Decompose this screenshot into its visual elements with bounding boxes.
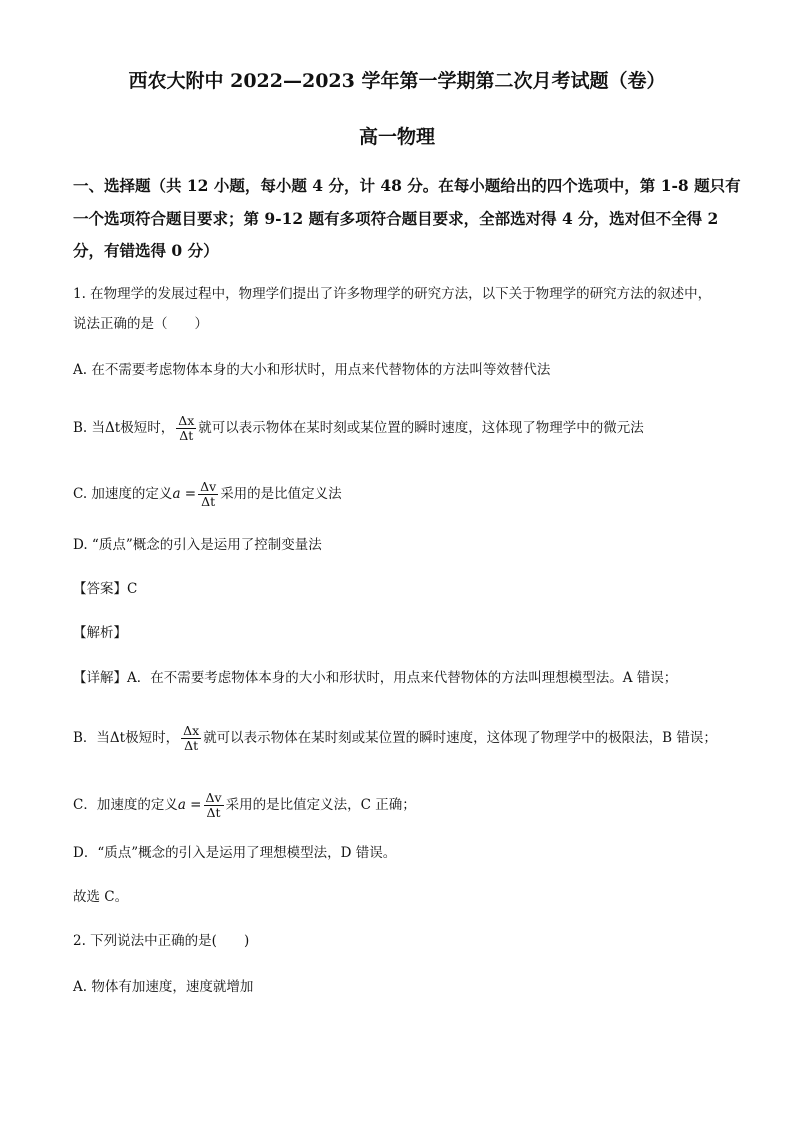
fraction-denominator: Δt [206,805,221,820]
q1-detail-d: D．“质点”概念的引入是运用了理想模型法，D 错误。 [73,845,397,861]
q1-option-c-prefix: C. 加速度的定义 [73,486,173,502]
q2-option-a: A. 物体有加速度，速度就增加 [73,979,254,995]
section-instruction-line-3: 分，有错选得 0 分） [73,241,219,260]
section-instruction-line-2: 一个选项符合题目要求；第 9-12 题有多项符合题目要求，全部选对得 4 分，选对但不全得 2 [73,209,719,228]
q1-option-b-mid: 极短时， [120,420,175,436]
page-title: 西农大附中 2022—2023 学年第一学期第二次月考试题（卷） [128,70,666,92]
q1-option-d: D. “质点”概念的引入是运用了控制变量法 [73,537,322,553]
q1-choice: 故选 C。 [73,889,129,905]
fraction-numerator: Δv [200,479,217,494]
delta-t-symbol: Δt [109,730,126,746]
fraction-dx-dt [176,414,196,443]
q1-detail-c-prefix: C．加速度的定义 [73,797,178,813]
q1-option-b [73,414,644,443]
acceleration-symbol: a = [172,486,197,502]
fraction-denominator: Δt [179,428,194,443]
delta-t-symbol: Δt [105,420,121,436]
fraction-numerator: Δx [178,413,195,428]
q1-option-b-prefix: B. 当 [73,420,106,436]
fraction-dv-dt [198,480,218,509]
fraction-numerator: Δx [183,723,200,738]
q1-stem-line-1: 1. 在物理学的发展过程中，物理学们提出了许多物理学的研究方法，以下关于物理学的研究方法的叙述中， [73,286,712,302]
q1-detail-b [73,724,717,753]
fraction-dv-dt [204,791,224,820]
q1-answer: 【答案】C [73,581,138,597]
q1-option-c-suffix: 采用的是比值定义法 [220,486,342,502]
fraction-dx-dt [181,724,201,753]
fraction-denominator: Δt [201,494,216,509]
fraction-denominator: Δt [184,738,199,753]
q1-option-b-suffix: 就可以表示物体在某时刻或某位置的瞬时速度，这体现了物理学中的微元法 [198,420,644,436]
page-subtitle: 高一物理 [358,126,435,148]
q1-option-c [73,480,342,509]
q1-detail-c-suffix: 采用的是比值定义法，C 正确； [225,797,416,813]
q1-analysis-heading: 【解析】 [73,625,127,641]
q1-detail-c [73,791,416,820]
q1-detail-a: 【详解】A．在不需要考虑物体本身的大小和形状时，用点来代替物体的方法叫理想模型法。A 错误； [73,670,678,686]
acceleration-symbol: a = [177,797,202,813]
q1-detail-b-mid: 极短时， [125,730,180,746]
q1-detail-b-suffix: 就可以表示物体在某时刻或某位置的瞬时速度，这体现了物理学中的极限法，B 错误； [203,730,717,746]
q1-detail-b-prefix: B．当 [73,730,110,746]
q1-stem-line-2: 说法正确的是（ ） [73,316,208,332]
q2-stem: 2. 下列说法中正确的是( ) [73,933,250,949]
fraction-numerator: Δv [205,790,222,805]
section-instruction-line-1: 一、选择题（共 12 小题，每小题 4 分，计 48 分。在每小题给出的四个选项中，第 1-8 题只有 [73,176,741,195]
q1-option-a: A. 在不需要考虑物体本身的大小和形状时，用点来代替物体的方法叫等效替代法 [73,362,551,378]
